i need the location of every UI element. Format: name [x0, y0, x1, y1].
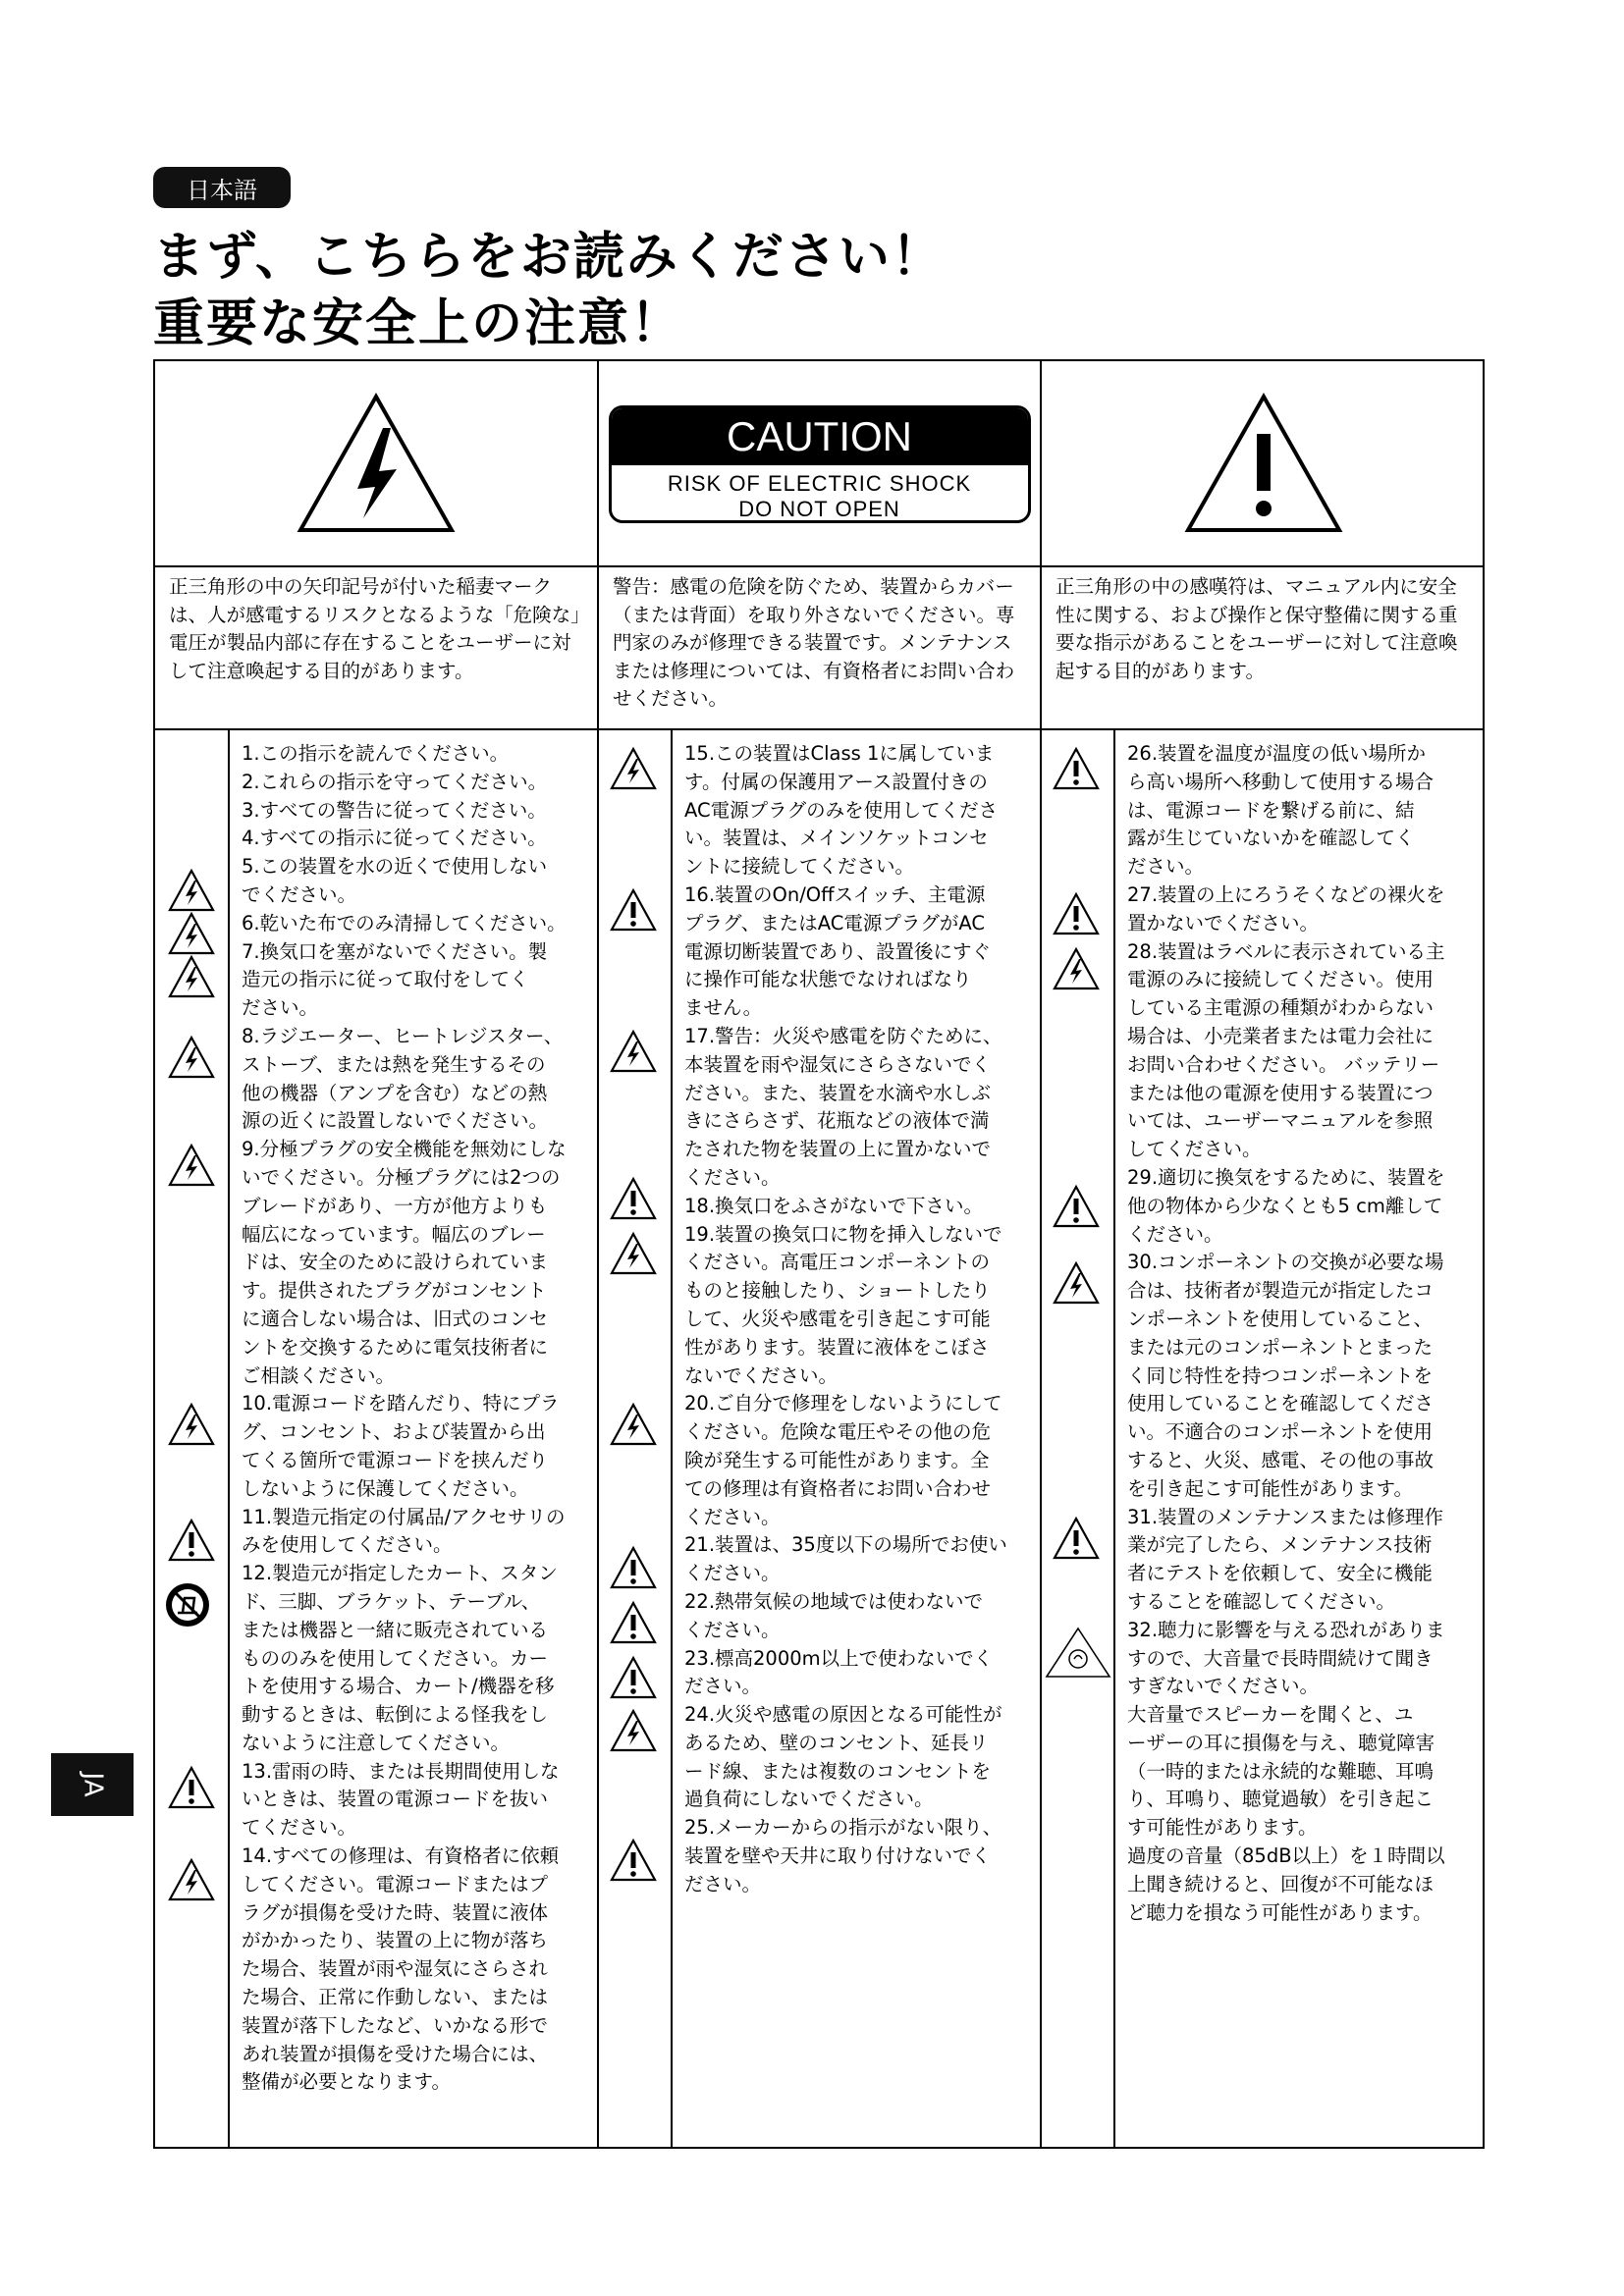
instruction-line: 27.装置の上にろうそくなどの裸火を: [1127, 882, 1445, 906]
instruction-line: た場合、装置が雨や湿気にさらされ: [242, 1957, 549, 1981]
instruction-line: 露が生じていないかを確認してく: [1127, 827, 1415, 850]
instruction-line: 装置が落下したなど、いかなる形で: [242, 2013, 549, 2037]
instruction-line: 21.装置は、35度以下の場所でお使い: [684, 1533, 1007, 1557]
instruction-line: 造元の指示に従って取付をしてく: [242, 968, 529, 991]
instruction-line: 他の物体から少なくとも5 cm離して: [1127, 1194, 1443, 1217]
instruction-line: に操作可能な状態でなければなり: [684, 968, 972, 991]
exclamation-triangle-icon: [1042, 361, 1485, 567]
instruction-line: ださい。: [1127, 855, 1205, 879]
instruction-line: 17.警告：火災や感電を防ぐために、: [684, 1024, 1002, 1047]
instruction-line: することを確認してください。: [1127, 1589, 1396, 1613]
instruction-line: く同じ特性を持つコンポーネントを: [1127, 1363, 1434, 1387]
instruction-line: 14.すべての修理は、有資格者に依頼: [242, 1844, 560, 1868]
instruction-line: 動するときは、転倒による怪我をし: [242, 1703, 549, 1727]
instruction-line: いては、ユーザーマニュアルを参照: [1127, 1109, 1434, 1133]
lightning-warning-icon: [167, 1143, 216, 1188]
lightning-warning-icon: [609, 1402, 658, 1447]
instruction-line: 過度の音量（85dB以上）を１時間以: [1127, 1844, 1445, 1868]
instruction-line: す可能性があります。: [1127, 1816, 1318, 1840]
instruction-line: は、電源コードを繋げる前に、結: [1127, 798, 1415, 822]
lightning-warning-icon: [609, 1231, 658, 1276]
lightning-warning-icon: [167, 954, 216, 999]
instruction-line: すぎないでください。: [1127, 1675, 1320, 1698]
hearing-damage-warning-icon: [1044, 1626, 1093, 1671]
instruction-line: 12.製造元が指定したカート、スタン: [242, 1562, 558, 1585]
instruction-line: 11.製造元指定の付属品/アクセサリの: [242, 1505, 566, 1528]
instruction-line: または機器と一緒に販売されている: [242, 1618, 549, 1641]
instruction-line: 性があります。装置に液体をこぼさ: [684, 1335, 990, 1359]
instruction-line: ド、三脚、ブラケット、テーブル、: [242, 1589, 541, 1613]
instructions-column-2: [673, 740, 1040, 1899]
exclamation-warning-icon: [609, 1176, 658, 1221]
exclamation-warning-icon: [1052, 1516, 1101, 1561]
page-title-line2: 重要な安全上の注意！: [153, 294, 684, 353]
instruction-line: 8.ラジエーター、ヒートレジスター、: [242, 1024, 564, 1047]
instruction-line: 28.装置はラベルに表示されている主: [1127, 939, 1445, 963]
instruction-line: 9.分極プラグの安全機能を無効にしな: [242, 1138, 567, 1161]
exclamation-warning-icon: [167, 1518, 216, 1563]
caution-line2: DO NOT OPEN: [738, 497, 900, 521]
instruction-line: 30.コンポーネントの交換が必要な場: [1127, 1251, 1444, 1274]
instruction-line: ての修理は有資格者にお問い合わせ: [684, 1476, 992, 1500]
instruction-line: いときは、装置の電源コードを抜い: [242, 1788, 549, 1811]
exclamation-warning-icon: [167, 1765, 216, 1810]
instruction-line: （一時的または永続的な難聴、耳鳴: [1127, 1759, 1435, 1783]
instruction-line: てくる箇所で電源コードを挟んだり: [242, 1448, 549, 1471]
instruction-line: 源の近くに設置しないでください。: [242, 1109, 549, 1133]
instruction-line: して、火災や感電を引き起こす可能: [684, 1307, 991, 1330]
instruction-line: す。付属の保護用アース設置付きの: [684, 770, 988, 793]
page-title-line1: まず、こちらをお読みください！: [153, 228, 945, 287]
instruction-line: ものと接触したり、ショートしたり: [684, 1279, 991, 1303]
instruction-line: してください。: [1127, 1138, 1262, 1161]
instruction-line: 31.装置のメンテナンスまたは修理作: [1127, 1505, 1443, 1528]
instruction-line: ください。: [684, 1165, 781, 1189]
instruction-line: ください。高電圧コンポーネントの: [684, 1251, 991, 1274]
page-title: [153, 224, 945, 357]
exclamation-warning-icon: [609, 1655, 658, 1700]
instruction-line: 23.標高2000m以上で使わないでく: [684, 1646, 994, 1670]
instruction-line: 22.熱帯気候の地域では使わないで: [684, 1589, 984, 1613]
exclamation-warning-icon: [609, 1838, 658, 1883]
instruction-line: ださい。: [684, 1872, 762, 1896]
instruction-line: 32.聴力に影響を与える恐れがありま: [1127, 1618, 1445, 1641]
instruction-line: ラグが損傷を受けた時、装置に液体: [242, 1900, 549, 1924]
instruction-line: 整備が必要となります。: [242, 2070, 451, 2094]
exclamation-description: 正三角形の中の感嘆符は、マニュアル内に安全性に関する、および操作と保守整備に関する重要な指示があることをユーザーに対して注意喚起する目的があります。: [1056, 575, 1458, 682]
instruction-line: 3.すべての警告に従ってください。: [242, 798, 547, 822]
exclamation-warning-icon: [1052, 891, 1101, 936]
instruction-line: きにさらさず、花瓶などの液体で満: [684, 1109, 990, 1133]
instruction-line: ください。危険な電圧やその他の危: [684, 1420, 992, 1444]
lightning-warning-icon: [609, 746, 658, 791]
language-badge: 日本語: [153, 167, 291, 208]
instruction-line: 19.装置の換気口に物を挿入しないで: [684, 1222, 1002, 1246]
instruction-line: す。提供されたプラグがコンセント: [242, 1279, 547, 1303]
instruction-line: い。装置は、メインソケットコンセ: [684, 827, 989, 850]
instruction-line: 電源のみに接続してください。使用: [1127, 968, 1435, 991]
instruction-line: 過負荷にしないでください。: [684, 1788, 934, 1811]
exclamation-warning-icon: [609, 1600, 658, 1645]
instruction-line: 他の機器（アンプを含む）などの熱: [242, 1081, 548, 1104]
instruction-line: 5.この装置を水の近くで使用しない: [242, 855, 548, 879]
side-tab-label: JA: [78, 1772, 107, 1797]
instructions-column-3: [1115, 740, 1485, 1927]
instruction-line: ください。: [684, 1505, 781, 1528]
instruction-line: ントに接続してください。: [684, 855, 915, 879]
instruction-line: がかかったり、装置の上に物が落ち: [242, 1929, 549, 1952]
instruction-line: ださい。: [684, 1675, 762, 1698]
lightning-warning-icon: [167, 1035, 216, 1080]
caution-sign: [599, 361, 1040, 567]
instructions-column-1: [230, 740, 597, 2097]
instruction-line: 上聞き続けると、回復が不可能なほ: [1127, 1872, 1435, 1896]
instruction-line: ドは、安全のために設けられていま: [242, 1251, 549, 1274]
lightning-warning-icon: [609, 1029, 658, 1074]
language-side-tab: [51, 1753, 134, 1816]
instruction-line: ンポーネントを使用していること、: [1127, 1307, 1434, 1330]
instruction-line: ストーブ、または熱を発生するその: [242, 1052, 546, 1076]
instruction-line: AC電源プラグのみを使用してくださ: [684, 798, 999, 822]
instruction-line: あるため、壁のコンセント、延長リ: [684, 1731, 989, 1754]
instruction-line: 装置を壁や天井に取り付けないでく: [684, 1844, 992, 1868]
instruction-line: 置かないでください。: [1127, 911, 1320, 934]
instruction-line: いでください。分極プラグには2つの: [242, 1165, 561, 1189]
instruction-line: ください。: [684, 1562, 781, 1585]
instruction-line: に適合しない場合は、旧式のコンセ: [242, 1307, 549, 1330]
instruction-line: ださい。: [242, 996, 319, 1020]
instruction-line: トを使用する場合、カート/機器を移: [242, 1675, 555, 1698]
instruction-line: い。不適合のコンポーネントを使用: [1127, 1420, 1434, 1444]
lightning-warning-icon: [167, 868, 216, 913]
instruction-line: てください。: [242, 1816, 357, 1840]
instruction-line: ないでください。: [684, 1363, 839, 1387]
instruction-line: 大音量でスピーカーを聞くと、ユ: [1127, 1703, 1414, 1727]
instruction-line: を引き起こす可能性があります。: [1127, 1476, 1413, 1500]
instruction-line: 7.換気口を塞がないでください。製: [242, 939, 548, 963]
exclamation-warning-icon: [609, 1545, 658, 1590]
caution-line1: RISK OF ELECTRIC SHOCK: [667, 471, 972, 496]
instruction-line: お問い合わせください。 バッテリー: [1127, 1052, 1440, 1076]
exclamation-warning-icon: [609, 887, 658, 933]
safety-table: [153, 359, 1485, 2149]
instruction-line: 本装置を雨や湿気にさらさないでく: [684, 1052, 992, 1076]
instruction-line: 電源切断装置であり、設置後にすぐ: [684, 939, 992, 963]
exclamation-warning-icon: [1052, 1184, 1101, 1229]
instruction-line: ブレードがあり、一方が他方よりも: [242, 1194, 548, 1217]
lightning-warning-icon: [1052, 946, 1101, 991]
row-divider: [155, 728, 1483, 730]
instruction-line: 20.ご自分で修理をしないようにして: [684, 1392, 1002, 1415]
instruction-line: でください。: [242, 882, 357, 906]
instruction-line: 29.適切に換気をするために、装置を: [1127, 1165, 1445, 1189]
instruction-line: 業が完了したら、メンテナンス技術: [1127, 1533, 1433, 1557]
instruction-line: 25.メーカーからの指示がない限り、: [684, 1816, 1002, 1840]
instruction-line: 10.電源コードを踏んだり、特にプラ: [242, 1392, 560, 1415]
instruction-line: り、耳鳴り、聴覚過敏）を引き起こ: [1127, 1788, 1435, 1811]
instruction-line: 1.この指示を読んでください。: [242, 742, 510, 765]
instruction-line: グ、コンセント、および装置から出: [242, 1420, 546, 1444]
instruction-line: 4.すべての指示に従ってください。: [242, 827, 547, 850]
instruction-line: 16.装置のOn/Offスイッチ、主電源: [684, 882, 986, 906]
instruction-line: している主電源の種類がわからない: [1127, 996, 1435, 1020]
instruction-line: すると、火災、感電、その他の事故: [1127, 1448, 1435, 1471]
instruction-line: プラグ、またはAC電源プラグがAC: [684, 911, 985, 934]
instruction-line: 幅広になっています。幅広のブレー: [242, 1222, 546, 1246]
lightning-warning-icon: [167, 1857, 216, 1902]
instruction-line: 険が発生する可能性があります。全: [684, 1448, 990, 1471]
instruction-line: してください。電源コードまたはプ: [242, 1872, 549, 1896]
instruction-line: 合は、技術者が製造元が指定したコ: [1127, 1279, 1435, 1303]
cart-tip-over-icon: [163, 1580, 212, 1626]
lightning-warning-icon: [167, 911, 216, 956]
instruction-line: または他の電源を使用する装置につ: [1127, 1081, 1434, 1104]
instruction-line: ください。: [684, 1618, 781, 1641]
instruction-line: 24.火災や感電の原因となる可能性が: [684, 1703, 1002, 1727]
instruction-line: ーザーの耳に損傷を与え、聴覚障害: [1127, 1731, 1435, 1754]
instruction-line: ら高い場所へ移動して使用する場合: [1127, 770, 1435, 793]
lightning-warning-icon: [1052, 1260, 1101, 1306]
instruction-line: ださい。また、装置を水滴や水しぶ: [684, 1081, 992, 1104]
instruction-line: たされた物を装置の上に置かないで: [684, 1138, 992, 1161]
instruction-line: 2.これらの指示を守ってください。: [242, 770, 548, 793]
instruction-line: た場合、正常に作動しない、または: [242, 1986, 549, 2009]
instruction-line: 18.換気口をふさがないで下さい。: [684, 1194, 984, 1217]
instruction-line: 6.乾いた布でのみ清掃してください。: [242, 911, 567, 934]
instruction-line: 場合は、小売業者または電力会社に: [1127, 1024, 1435, 1047]
instruction-line: 13.雷雨の時、または長期間使用しな: [242, 1759, 560, 1783]
instruction-line: ないように注意してください。: [242, 1731, 511, 1754]
instruction-line: 者にテストを依頼して、安全に機能: [1127, 1562, 1433, 1585]
caution-description: 警告：感電の危険を防ぐため、装置からカバー（または背面）を取り外さないでください。専門家のみが修理できる装置です。メンテナンスまたは修理については、有資格者にお問い合わせください。: [613, 575, 1015, 710]
instruction-line: 26.装置を温度が温度の低い場所か: [1127, 742, 1427, 765]
caution-header: CAUTION: [612, 408, 1028, 465]
instruction-line: 15.この装置はClass 1に属していま: [684, 742, 995, 765]
instruction-line: ントを交換するために電気技術者に: [242, 1335, 549, 1359]
instruction-line: ど聴力を損なう可能性があります。: [1127, 1900, 1433, 1924]
exclamation-warning-icon: [1052, 746, 1101, 791]
instruction-line: しないように保護してください。: [242, 1476, 529, 1500]
instruction-line: ご相談ください。: [242, 1363, 396, 1387]
lightning-description: 正三角形の中の矢印記号が付いた稲妻マークは、人が感電するリスクとなるような「危険な」電圧が製品内部に存在することをユーザーに対して注意喚起する目的があります。: [169, 575, 580, 682]
lightning-triangle-icon: [155, 361, 597, 567]
instruction-line: 使用していることを確認してくださ: [1127, 1392, 1435, 1415]
instruction-line: ません。: [684, 996, 763, 1020]
instruction-line: あれ装置が損傷を受けた場合には、: [242, 2042, 549, 2065]
instruction-line: もののみを使用してください。カー: [242, 1646, 549, 1670]
lightning-warning-icon: [609, 1708, 658, 1753]
lightning-warning-icon: [167, 1402, 216, 1447]
instruction-line: ード線、または複数のコンセントを: [684, 1759, 992, 1783]
instruction-line: みを使用してください。: [242, 1533, 453, 1557]
instruction-line: または元のコンポーネントとまった: [1127, 1335, 1434, 1359]
instruction-line: ください。: [1127, 1222, 1223, 1246]
instruction-line: すので、大音量で長時間続けて聞き: [1127, 1646, 1434, 1670]
